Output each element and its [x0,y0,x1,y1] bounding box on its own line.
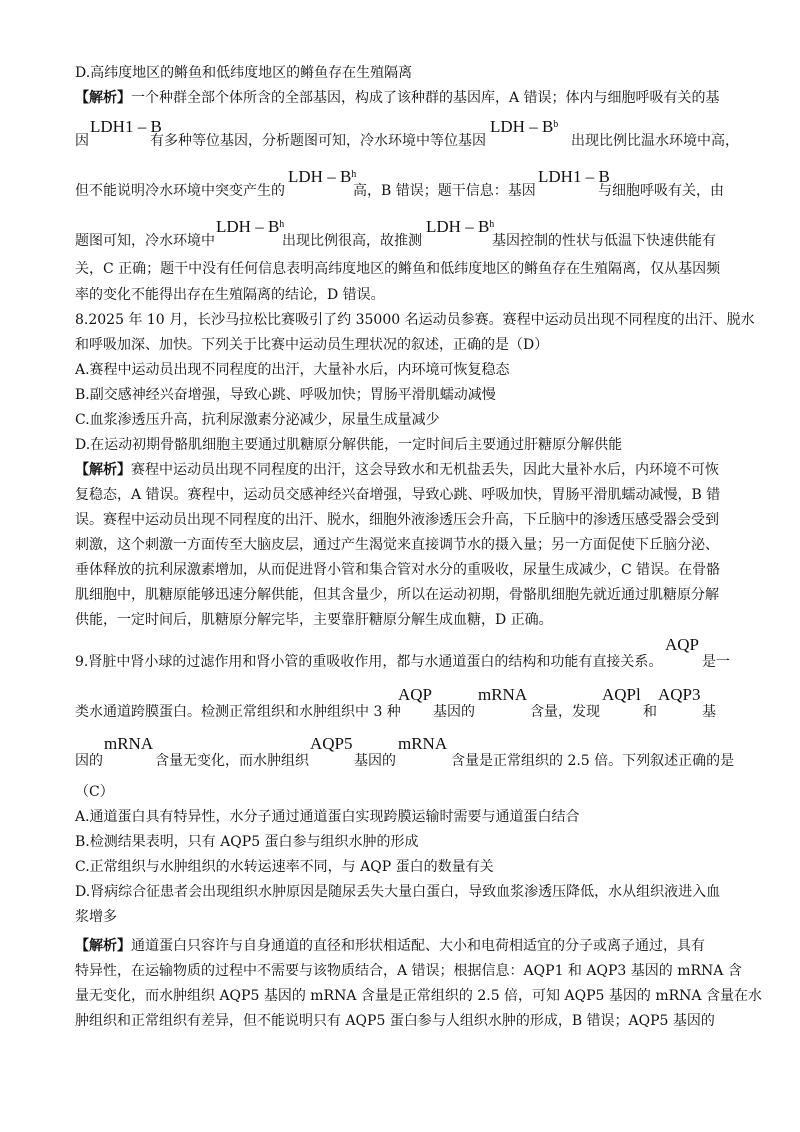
analysis-q9-line-4: 肿组织和正常组织有差异，但不能说明只有 AQP5 蛋白参与人组织水肿的形成，B 错误；AQP5 基因的 [75,1013,715,1029]
question-9-stem-3d: 含量是正常组织的 2.5 倍。下列叙述正确的是 [451,753,735,769]
question-8-stem-1: 8.2025 年 10 月，长沙马拉松比赛吸引了约 35000 名运动员参赛。赛程中运动员出现不同程度的出汗、脱水 [75,312,755,328]
formula-ldh1-b: LDH1 – B [90,117,162,136]
analysis-q7-line-3b: 高，B 错误；题干信息：基因 [353,183,536,199]
analysis-q7-line-2b: 有多种等位基因，分析题图可知，冷水环境中等位基因 [150,133,486,149]
analysis-q7-line-3a: 但不能说明冷水环境中突变产生的 [75,183,285,199]
analysis-q8-line-6: 肌细胞中，肌糖原能够迅速分解供能，但其含量少，所以在运动初期，骨骼肌细胞先就近通过肌糖原分解 [75,587,719,603]
formula-ldh-bh-1: LDH – $B^h$ [288,167,357,186]
question-9-stem-1a: 9.肾脏中肾小球的过滤作用和肾小管的重吸收作用，都与水通道蛋白的结构和功能有直接关系。 [75,654,663,670]
formula-aqp1: AQPl [602,685,641,704]
option-d-q8: D.在运动初期骨骼肌细胞主要通过肌糖原分解供能，一定时间后主要通过肝糖原分解供能 [75,437,623,453]
formula-aqp3: AQP3 [658,685,701,704]
question-9-stem-2b: 基因的 [433,704,475,720]
analysis-q7-line-4a: 题图可知，冷水环境中 [75,233,215,249]
option-c-q8: C.血浆渗透压升高，抗利尿激素分泌减少，尿量生成量减少 [75,412,440,428]
analysis-q9-line-3: 量无变化，而水肿组织 AQP5 基因的 mRNA 含量是正常组织的 2.5 倍，可知 AQP5 基因的 mRNA 含量在水 [75,988,762,1004]
analysis-q8-line-5: 垂体释放的抗利尿激素增加，从而促进肾小管和集合管对水分的重吸收，尿量生成减少，C 错误。在骨骼 [75,562,721,578]
analysis-text: 一个种群全部个体所含的全部基因，构成了该种群的基因库，A 错误；体内与细胞呼吸有关的基 [131,90,720,106]
option-b-q9: B.检测结果表明，只有 AQP5 蛋白参与组织水肿的形成 [75,834,419,850]
option-c-q9: C.正常组织与水肿组织的水转运速率不同，与 AQP 蛋白的数量有关 [75,859,494,875]
question-9-stem-3b: 含量无变化，而水肿组织 [155,753,309,769]
formula-aqp-2: AQP [398,685,433,704]
analysis-q7-line-3c: 与细胞呼吸有关，由 [598,183,724,199]
option-a-q9: A.通道蛋白具有特异性，水分子通过通道蛋白实现跨膜运输时需要与通道蛋白结合 [75,809,580,825]
analysis-q7-line-6: 率的变化不能得出存在生殖隔离的结论，D 错误。 [75,287,385,303]
analysis-q8-line-1 [75,461,719,479]
option-d-q9-1: D.肾病综合征患者会出现组织水肿原因是随尿丢失大量白蛋白，导致血浆渗透压降低，水从组织液进入血 [75,884,721,900]
analysis-q9-line-1 [75,937,705,955]
analysis-text: 赛程中运动员出现不同程度的出汗，这会导致水和无机盐丢失，因此大量补水后，内环境不可恢 [131,462,719,478]
formula-mrna: mRNA [478,685,528,704]
analysis-q8-line-2: 复稳态，A 错误。赛程中，运动员交感神经兴奋增强，导致心跳、呼吸加快，胃肠平滑肌蠕动减慢，B 错 [75,487,721,503]
question-9-stem-2c: 含量，发现 [530,704,600,720]
analysis-label: 【解析】 [75,462,131,478]
option-d-q7: D.高纬度地区的鳉鱼和低纬度地区的鳉鱼存在生殖隔离 [75,65,413,81]
analysis-q9-line-2: 特异性，在运输物质的过程中不需要与该物质结合，A 错误；根据信息：AQP1 和 AQP3 基因的 mRNA 含 [75,963,742,979]
question-9-stem-2a: 类水通道跨膜蛋白。检测正常组织和水肿组织中 3 种 [75,704,401,720]
formula-ldh-bb: LDH – $B^b$ [490,117,559,136]
question-9-stem-3a: 因的 [75,753,103,769]
option-d-q9-2: 浆增多 [75,909,117,925]
analysis-q8-line-3: 误。赛程中运动员出现不同程度的出汗、脱水，细胞外液渗透压会升高，下丘脑中的渗透压感受器会受到 [75,512,719,528]
analysis-q7-line-2c: 出现比例比温水环境中高， [571,133,739,149]
analysis-text: 通道蛋白只容许与自身通道的直径和形状相适配、大小和电荷相适宜的分子或离子通过，具有 [131,938,705,954]
analysis-q7-line-2a: 因 [75,133,89,149]
analysis-label: 【解析】 [75,90,131,106]
formula-aqp5: AQP5 [310,734,353,753]
question-8-stem-2: 和呼吸加深、加快。下列关于比赛中运动员生理状况的叙述，正确的是（D） [75,337,549,353]
question-9-stem-3c: 基因的 [354,753,396,769]
analysis-q7-line-1 [75,89,720,107]
question-9-stem-2e: 基 [702,704,716,720]
formula-mrna-2: mRNA [104,734,154,753]
analysis-q8-line-4: 刺激，这个刺激一方面传至大脑皮层，通过产生渴觉来直接调节水的摄入量；另一方面促使下丘脑分泌、 [75,537,719,553]
formula-ldh-bh-2: LDH – $B^h$ [216,217,285,236]
option-b-q8: B.副交感神经兴奋增强，导致心跳、呼吸加快；胃肠平滑肌蠕动减慢 [75,387,496,403]
formula-mrna-3: mRNA [398,734,448,753]
analysis-q7-line-4b: 出现比例很高，故推测 [282,233,422,249]
formula-ldh1-b-2: LDH1 – B [538,167,610,186]
question-9-stem-1b: 是一 [702,654,730,670]
analysis-q7-line-5: 关，C 正确；题干中没有任何信息表明高纬度地区的鳉鱼和低纬度地区的鳉鱼存在生殖隔离，仅从基因频 [75,261,721,277]
analysis-label: 【解析】 [75,938,131,954]
question-9-stem-2d: 和 [643,704,657,720]
option-a-q8: A.赛程中运动员出现不同程度的出汗，大量补水后，内环境可恢复稳态 [75,362,510,378]
formula-aqp: AQP [665,635,700,654]
formula-ldh-bh-3: LDH – $B^h$ [426,217,495,236]
question-9-answer: （C） [75,784,114,800]
analysis-q8-line-7: 供能，一定时间后，肌糖原分解完毕，主要靠肝糖原分解生成血糖，D 正确。 [75,612,553,628]
analysis-q7-line-4c: 基因控制的性状与低温下快速供能有 [492,233,716,249]
